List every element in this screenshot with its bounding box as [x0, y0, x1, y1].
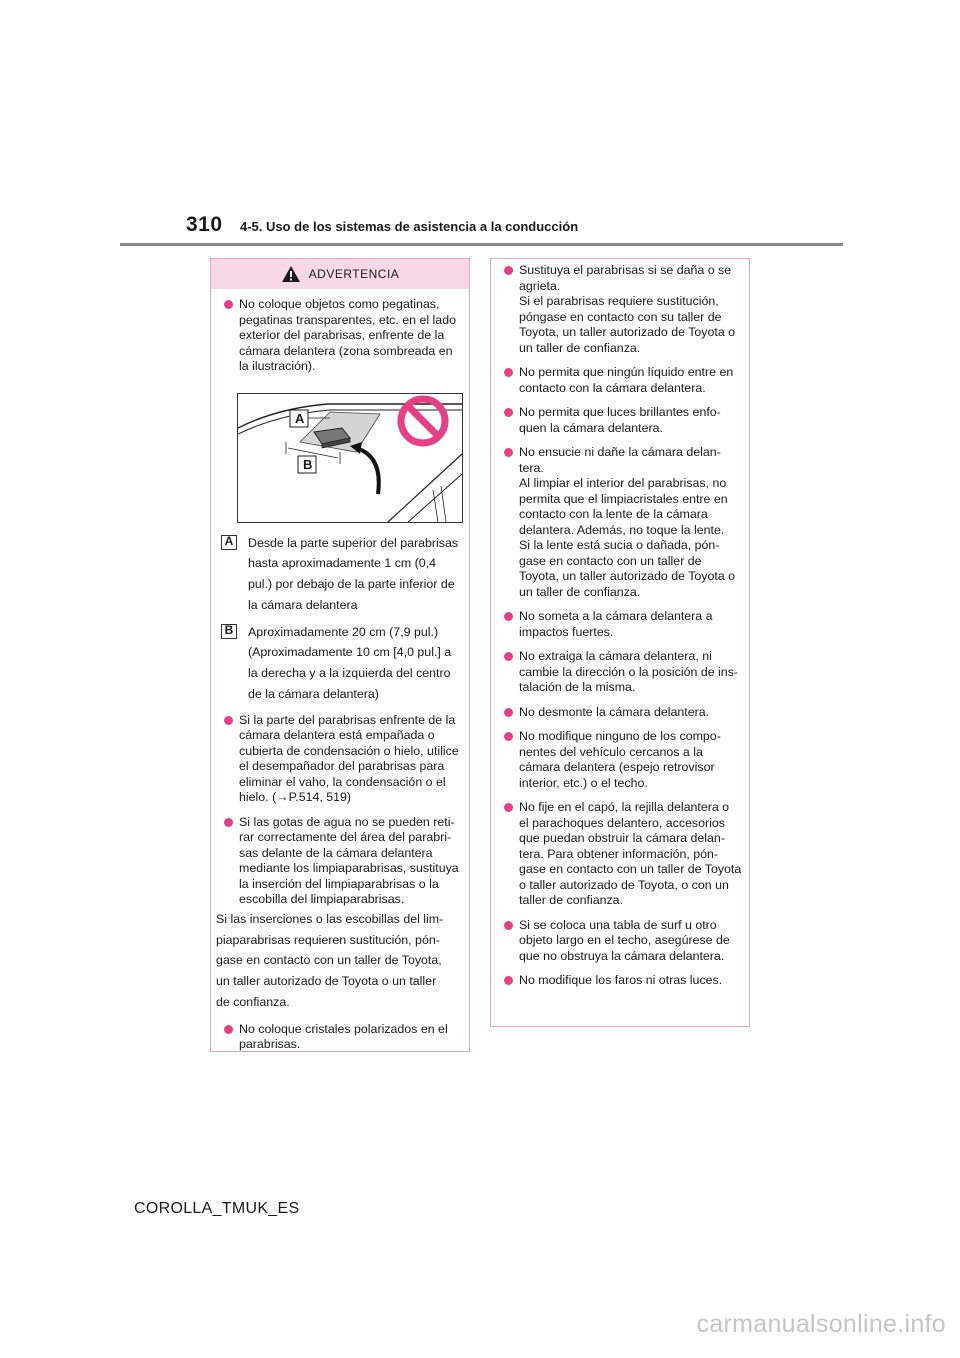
model-code: COROLLA_TMUK_ES [134, 1200, 300, 1217]
text-line: Si las gotas de agua no se pueden reti- [239, 814, 455, 829]
prohibited-icon [401, 399, 445, 443]
text-line: pul.) por debajo de la parte inferior de [248, 577, 455, 592]
legend-a [221, 533, 457, 616]
bullet-no-impacts [503, 609, 737, 640]
text-line: Si se coloca una tabla de surf u otro [519, 917, 717, 932]
text-line: pegatinas transparentes, etc. en el lado [239, 312, 456, 327]
text-line: escobilla del limpiaparabrisas. [239, 892, 405, 907]
text-line: delantera. Además, no toque la lente. [519, 522, 725, 537]
figure-label-a: A [295, 410, 305, 426]
text-line: parabrisas. [239, 1037, 301, 1052]
text-line: impactos fuertes. [519, 624, 614, 639]
text-line: Si las inserciones o las escobillas del lim- [216, 911, 444, 926]
text-line: contacto con la cámara delantera. [519, 380, 706, 395]
text-line: permita que el limpiacristales entre en [519, 491, 728, 506]
text-line: cambie la dirección o la posición de ins- [519, 664, 739, 679]
warning-title: ADVERTENCIA [308, 267, 400, 281]
bullet-no-disassemble [503, 705, 737, 721]
legend-b [221, 622, 457, 705]
text-line: No modifique los faros ni otras luces. [519, 973, 723, 987]
text-line: No desmonte la cámara delantera. [519, 704, 710, 719]
text-line: hasta aproximadamente 1 cm (0,4 [248, 556, 437, 571]
text-line: Sustituya el parabrisas si se daña o se [519, 263, 732, 277]
text-line: Aproximadamente 20 cm (7,9 pul.) [248, 624, 439, 639]
text-line: No coloque cristales polarizados en el [239, 1021, 448, 1036]
text-line: un taller de confianza. [519, 584, 641, 599]
bullet-no-accessories [503, 800, 742, 909]
text-line: Si el parabrisas requiere sustitución, [519, 294, 719, 308]
bullet-no-dirt [503, 445, 737, 600]
text-line: nentes del vehículo cercanos a la [519, 744, 703, 759]
text-line: un taller autorizado de Toyota o un taller [216, 974, 437, 989]
text-line: sas delante de la cámara delantera [239, 845, 433, 860]
text-line: Si la lente está sucia o dañada, pón- [519, 538, 720, 552]
text-line: gase en contacto con un taller de Toyota, [216, 953, 442, 968]
text-line: No fije en el capó, la rejilla delantera o [519, 800, 730, 814]
bullet-no-remove [503, 649, 737, 696]
site-watermark: carmanualsonline.info [696, 1310, 946, 1338]
bullet-no-liquid [503, 365, 737, 396]
text-line: Al limpiar el interior del parabrisas, no [519, 476, 727, 490]
bullet-no-modify-components [503, 729, 737, 791]
header-divider [120, 243, 843, 246]
warning-triangle-icon [281, 265, 301, 283]
text-line: objeto largo en el techo, asegúrese de [519, 933, 730, 947]
text-line: No modifique ninguno de los compo- [519, 729, 721, 743]
text-line: No permita que ningún líquido entre en [519, 365, 734, 379]
text-line: cámara delantera (zona sombreada en [239, 343, 453, 358]
bullet-polarized [223, 1022, 457, 1053]
text-line: No extraiga la cámara delantera, ni [519, 649, 712, 663]
paragraph-wiper-replacement [216, 909, 457, 1013]
text-line: piaparabrisas requieren sustitución, pón- [216, 932, 440, 947]
text-line: Toyota, un taller autorizado de Toyota o [519, 569, 736, 583]
text-line: interior, etc.) o el techo. [519, 775, 648, 790]
text-line: la inserción del limpiaparabrisas o la [239, 876, 439, 891]
text-line: exterior del parabrisas, enfrente de la [239, 328, 445, 342]
bullet-defogger [223, 713, 457, 806]
text-line: que no obstruya la cámara delantera. [519, 948, 725, 963]
bullet-replace-windshield [503, 263, 737, 356]
text-line: Desde la parte superior del parabrisas [248, 535, 459, 550]
text-line: cubierta de condensación o hielo, utilice [239, 743, 459, 758]
text-line: el parachoques delantero, accesorios [519, 815, 725, 830]
bullet-wipers [223, 815, 457, 908]
legend-a-marker: A [221, 535, 237, 550]
text-line: talación de la misma. [519, 680, 636, 694]
text-line: Toyota, un taller autorizado de Toyota o [519, 325, 736, 339]
text-line: tera. Para obtener información, pón- [519, 846, 719, 861]
text-line: (Aproximadamente 10 cm [4,0 pul.] a [248, 645, 452, 660]
text-line: tera. [519, 460, 544, 475]
text-line: quen la cámara delantera. [519, 420, 663, 435]
text-line: gase en contacto con un taller de [519, 553, 702, 568]
text-line: mediante los limpiaparabrisas, sustituya [239, 861, 459, 876]
text-line: gase en contacto con un taller de Toyota [519, 862, 742, 876]
windshield-camera-illustration [237, 393, 463, 523]
text-line: hielo. (→P.514, 519) [239, 790, 352, 805]
text-line: cámara delantera (espejo retrovisor [519, 760, 715, 774]
bullet-no-bright-lights [503, 405, 737, 436]
page-number: 310 [186, 213, 223, 236]
text-line: rar correctamente del área del parabri- [239, 830, 452, 845]
text-line: No coloque objetos como pegatinas, [239, 297, 440, 311]
section-title: 4-5. Uso de los sistemas de asistencia a la conducción [240, 219, 579, 234]
bullet-no-stickers [223, 297, 457, 375]
warning-box-right [490, 258, 750, 1027]
figure-label-b: B [303, 456, 313, 472]
legend-b-marker: B [221, 624, 237, 639]
text-line: cámara delantera está empañada o [239, 728, 435, 743]
text-line: o taller autorizado de Toyota, o con un [519, 877, 729, 892]
text-line: eliminar el vaho, la condensación o el [239, 774, 446, 789]
text-line: la derecha y a la izquierda del centro [248, 666, 451, 681]
text-line: No ensucie ni dañe la cámara delan- [519, 445, 721, 459]
text-line: taller de confianza. [519, 893, 624, 907]
text-line: No permita que luces brillantes enfo- [519, 405, 721, 419]
bullet-roof-objects [503, 918, 737, 965]
text-line: Si la parte del parabrisas enfrente de la [239, 712, 456, 727]
illustration-drawing [238, 394, 462, 522]
text-line: que puedan obstruir la cámara delan- [519, 831, 725, 845]
text-line: la cámara delantera [248, 597, 358, 612]
text-line: un taller de confianza. [519, 340, 641, 355]
text-line: de confianza. [216, 995, 290, 1010]
text-line: póngase en contacto con su taller de [519, 309, 722, 324]
text-line: de la cámara delantera) [248, 687, 379, 702]
text-line: el desempañador del parabrisas para [239, 759, 445, 774]
text-line: contacto con la lente de la cámara [519, 507, 708, 521]
text-line: agrieta. [519, 278, 561, 293]
warning-header [211, 259, 469, 289]
bullet-no-modify-lights [503, 973, 737, 989]
text-line: la ilustración). [239, 359, 316, 373]
warning-box-left [210, 258, 470, 1052]
text-line: No someta a la cámara delantera a [519, 609, 713, 623]
